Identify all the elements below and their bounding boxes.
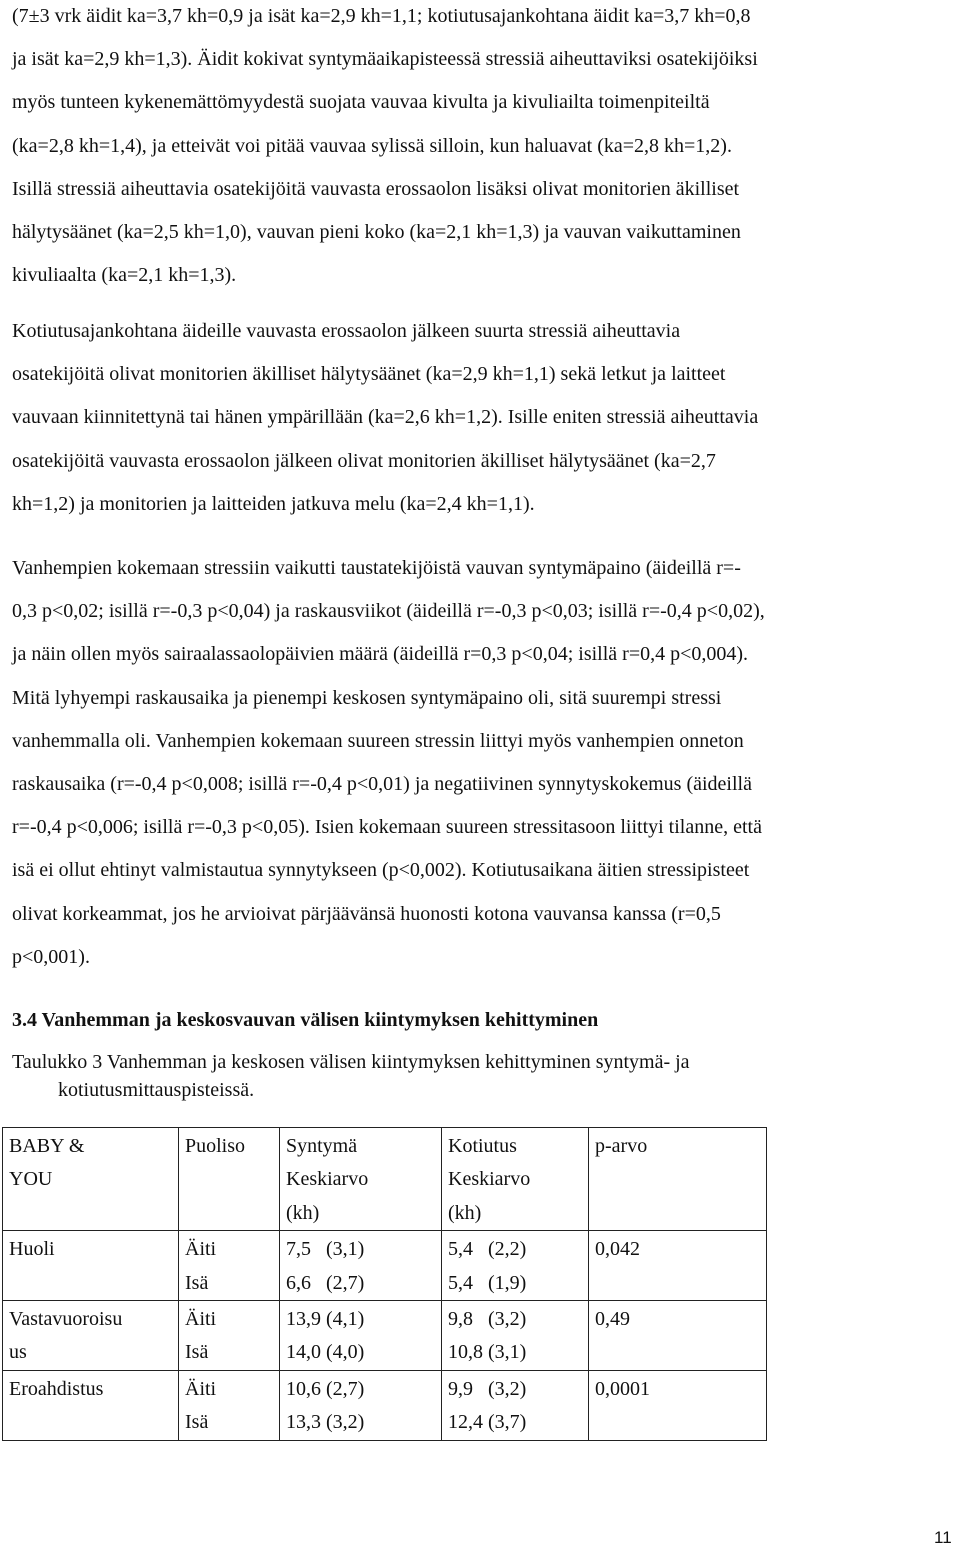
- cell-discharge: 9,8 (3,2) 10,8 (3,1): [442, 1301, 589, 1371]
- table-row: [3, 1370, 767, 1440]
- paragraph-discharge-stress: [12, 310, 758, 526]
- header-cell-birth: Syntymä Keskiarvo (kh): [280, 1128, 442, 1231]
- paragraph-background-factors: [12, 547, 765, 979]
- text-line: hälytysäänet (ka=2,5 kh=1,0), vauvan pieni koko (ka=2,1 kh=1,3) ja vauvan vaikuttaminen: [12, 221, 741, 244]
- text-line: (7±3 vrk äidit ka=3,7 kh=0,9 ja isät ka=2,9 kh=1,1; kotiutusajankohtana äidit ka=3,7 kh=0,8: [12, 5, 751, 27]
- text-line: olivat korkeammat, jos he arvioivat pärjäävänsä huonosti kotona vauvansa kanssa (r=0,5: [12, 902, 721, 925]
- header-cell-p-value: p-arvo: [589, 1128, 767, 1231]
- text-line: osatekijöitä olivat monitorien äkilliset hälytysäänet (ka=2,9 kh=1,1) sekä letkut ja laitteet: [12, 363, 726, 386]
- section-heading: 3.4 Vanhemman ja keskosvauvan välisen kiintymyksen kehittyminen: [12, 1009, 599, 1031]
- table-row: [3, 1301, 767, 1371]
- cell-parent: Äiti Isä: [179, 1370, 280, 1440]
- cell-p-value: 0,042: [589, 1231, 767, 1301]
- text-line: vanhemmalla oli. Vanhempien kokemaan suureen stressin liittyi myös vanhempien onneton: [12, 729, 744, 752]
- text-line: ja näin ollen myös sairaalassaolopäivien määrä (äideillä r=0,3 p<0,04; isillä r=0,4 p<0,004).: [12, 643, 749, 666]
- table-row: [3, 1231, 767, 1301]
- header-cell-parent: Puoliso: [179, 1128, 280, 1231]
- text-line: osatekijöitä vauvasta erossaolon jälkeen olivat monitorien äkilliset hälytysäänet (ka=2,7: [12, 449, 716, 472]
- cell-parent: Äiti Isä: [179, 1231, 280, 1301]
- caption-line: Taulukko 3 Vanhemman ja keskosen välisen kiintymyksen kehittyminen syntymä- ja: [12, 1051, 690, 1073]
- text-line: ja isät ka=2,9 kh=1,3). Äidit kokivat syntymäaikapisteessä stressiä aiheuttaviksi osatekijöiksi: [12, 48, 758, 71]
- text-line: Kotiutusajankohtana äideille vauvasta erossaolon jälkeen suurta stressiä aiheuttavia: [12, 320, 681, 342]
- cell-scale: Eroahdistus: [3, 1370, 179, 1440]
- header-cell-discharge: Kotiutus Keskiarvo (kh): [442, 1128, 589, 1231]
- cell-parent: Äiti Isä: [179, 1301, 280, 1371]
- cell-scale: Huoli: [3, 1231, 179, 1301]
- table-caption: [12, 1048, 690, 1104]
- text-line: r=-0,4 p<0,006; isillä r=-0,3 p<0,05). Isien kokemaan suureen stressitasoon liittyi tilanne, että: [12, 816, 762, 839]
- text-line: Mitä lyhyempi raskausaika ja pienempi keskosen syntymäpaino oli, sitä suurempi stressi: [12, 686, 722, 709]
- attachment-table: [2, 1127, 767, 1441]
- text-line: Vanhempien kokemaan stressiin vaikutti taustatekijöistä vauvan syntymäpaino (äideillä r=-: [12, 557, 741, 579]
- text-line: kivuliaalta (ka=2,1 kh=1,3).: [12, 264, 237, 287]
- text-line: (ka=2,8 kh=1,4), ja etteivät voi pitää vauvaa sylissä silloin, kun haluavat (ka=2,8 kh=1,2).: [12, 134, 732, 157]
- text-line: raskausaika (r=-0,4 p<0,008; isillä r=-0,4 p<0,01) ja negatiivinen synnytyskokemus (äideillä: [12, 773, 752, 796]
- table-header-row: [3, 1128, 767, 1231]
- cell-discharge: 5,4 (2,2) 5,4 (1,9): [442, 1231, 589, 1301]
- cell-discharge: 9,9 (3,2) 12,4 (3,7): [442, 1370, 589, 1440]
- cell-birth: 10,6 (2,7) 13,3 (3,2): [280, 1370, 442, 1440]
- text-line: p<0,001).: [12, 945, 90, 968]
- caption-line: kotiutusmittauspisteissä.: [58, 1079, 255, 1101]
- text-line: myös tunteen kykenemättömyydestä suojata vauvaa kivulta ja kivuliailta toimenpiteiltä: [12, 91, 710, 114]
- cell-scale: Vastavuoroisu us: [3, 1301, 179, 1371]
- header-cell-scale: BABY & YOU: [3, 1128, 179, 1231]
- cell-p-value: 0,0001: [589, 1370, 767, 1440]
- cell-p-value: 0,49: [589, 1301, 767, 1371]
- paragraph-stress-factors: [12, 0, 758, 297]
- cell-birth: 13,9 (4,1) 14,0 (4,0): [280, 1301, 442, 1371]
- text-line: Isillä stressiä aiheuttavia osatekijöitä vauvasta erossaolon lisäksi olivat monitorien äkilliset: [12, 177, 740, 200]
- text-line: vauvaan kiinnitettynä tai hänen ympärillään (ka=2,6 kh=1,2). Isille eniten stressiä aiheuttavia: [12, 406, 759, 429]
- text-line: 0,3 p<0,02; isillä r=-0,3 p<0,04) ja raskausviikot (äideillä r=-0,3 p<0,03; isillä r=-0,4 p<0,02),: [12, 600, 765, 623]
- text-line: isä ei ollut ehtinyt valmistautua synnytykseen (p<0,002). Kotiutusaikana äitien stressipisteet: [12, 859, 750, 882]
- cell-birth: 7,5 (3,1) 6,6 (2,7): [280, 1231, 442, 1301]
- page-number: 11: [934, 1528, 952, 1547]
- text-line: kh=1,2) ja monitorien ja laitteiden jatkuva melu (ka=2,4 kh=1,1).: [12, 492, 535, 515]
